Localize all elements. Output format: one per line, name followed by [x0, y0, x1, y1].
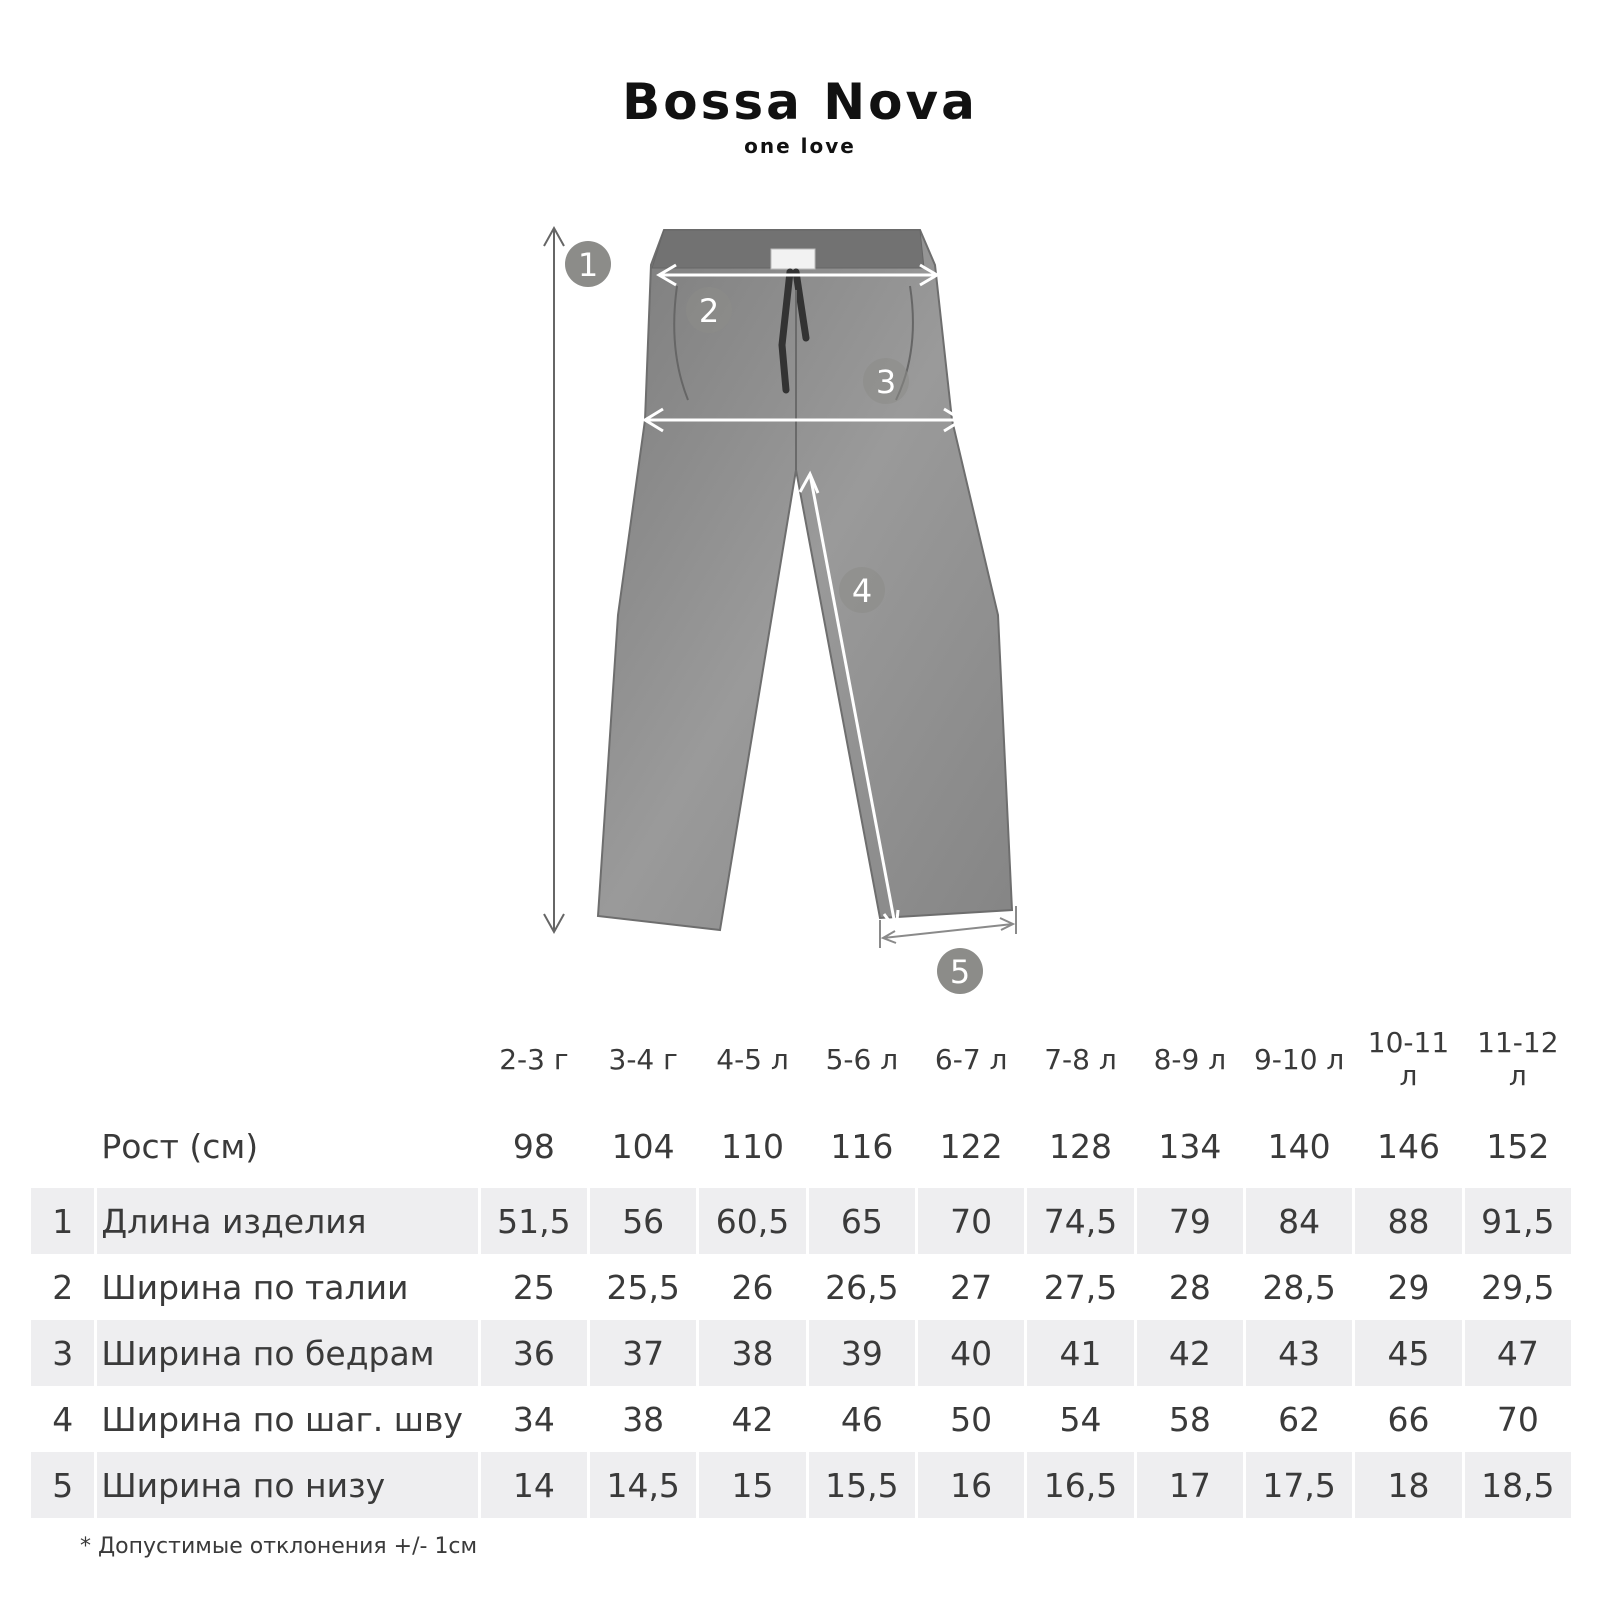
marker-badge-4 — [839, 567, 885, 613]
measurement-row-waist — [31, 1254, 1571, 1320]
table-cell: 54 — [1059, 1399, 1102, 1439]
size-header: 6-7 л — [934, 1042, 1008, 1076]
table-cell: 66 — [1387, 1399, 1430, 1439]
table-cell: 14 — [481, 1452, 587, 1518]
table-cell: 88 — [1355, 1188, 1461, 1254]
size-header: 8-9 л — [1153, 1042, 1227, 1076]
marker-badge-1 — [565, 241, 611, 287]
size-header: 7-8 л — [1044, 1042, 1117, 1076]
table-cell: 25 — [512, 1267, 555, 1307]
table-cell: 38 — [699, 1320, 805, 1386]
table-cell: 98 — [512, 1126, 555, 1166]
tolerance-note: * Допустимые отклонения +/- 1см — [80, 1534, 478, 1559]
height-row — [31, 1092, 1571, 1188]
size-chart-table — [28, 1026, 1574, 1518]
size-header: 11-12 л — [1477, 1026, 1559, 1092]
marker-badge-2 — [686, 287, 732, 333]
row-label: Ширина по талии — [101, 1267, 409, 1307]
size-header: 2-3 г — [499, 1042, 569, 1076]
size-header: 9-10 л — [1253, 1042, 1345, 1076]
table-cell: 51,5 — [481, 1188, 587, 1254]
table-cell: 29,5 — [1481, 1267, 1555, 1307]
table-cell: 16,5 — [1027, 1452, 1133, 1518]
table-cell: 28 — [1168, 1267, 1211, 1307]
table-cell: 46 — [840, 1399, 883, 1439]
brand-tagline: one love — [744, 134, 856, 158]
table-cell: 17,5 — [1246, 1452, 1352, 1518]
table-cell: 84 — [1246, 1188, 1352, 1254]
row-number: 3 — [31, 1320, 94, 1386]
table-cell: 70 — [918, 1188, 1024, 1254]
table-cell: 39 — [809, 1320, 915, 1386]
marker-badge-3 — [863, 358, 909, 404]
measurement-row-hips — [31, 1320, 1571, 1386]
table-cell: 41 — [1027, 1320, 1133, 1386]
table-cell: 116 — [830, 1126, 894, 1166]
table-cell: 62 — [1278, 1399, 1321, 1439]
pants-image — [598, 230, 1012, 930]
table-cell: 34 — [512, 1399, 555, 1439]
row-number: 1 — [31, 1188, 94, 1254]
table-cell: 18,5 — [1465, 1452, 1571, 1518]
table-cell: 122 — [939, 1126, 1003, 1166]
table-cell: 70 — [1496, 1399, 1539, 1439]
row-label: Длина изделия — [97, 1188, 477, 1254]
table-cell: 27 — [950, 1267, 993, 1307]
table-cell: 42 — [1137, 1320, 1243, 1386]
table-cell: 146 — [1376, 1126, 1440, 1166]
table-cell: 43 — [1246, 1320, 1352, 1386]
table-cell: 45 — [1355, 1320, 1461, 1386]
table-cell: 26,5 — [825, 1267, 899, 1307]
row-label: Ширина по бедрам — [97, 1320, 477, 1386]
table-cell: 38 — [622, 1399, 665, 1439]
row-label: Рост (см) — [101, 1126, 259, 1166]
table-cell: 15,5 — [809, 1452, 915, 1518]
table-cell: 14,5 — [590, 1452, 696, 1518]
table-cell: 50 — [950, 1399, 993, 1439]
table-cell: 16 — [918, 1452, 1024, 1518]
table-cell: 15 — [699, 1452, 805, 1518]
row-number: 4 — [52, 1399, 74, 1439]
row-label: Ширина по низу — [97, 1452, 477, 1518]
table-cell: 74,5 — [1027, 1188, 1133, 1254]
table-cell: 47 — [1465, 1320, 1571, 1386]
table-cell: 17 — [1137, 1452, 1243, 1518]
table-cell: 40 — [918, 1320, 1024, 1386]
measurement-row-length — [31, 1188, 1571, 1254]
table-cell: 128 — [1049, 1126, 1112, 1166]
measurement-row-hem — [31, 1452, 1571, 1518]
row-number: 5 — [31, 1452, 94, 1518]
table-cell: 104 — [611, 1126, 675, 1166]
table-cell: 79 — [1137, 1188, 1243, 1254]
svg-text:4: 4 — [851, 572, 873, 610]
table-cell: 56 — [590, 1188, 696, 1254]
table-cell: 25,5 — [606, 1267, 680, 1307]
table-cell: 91,5 — [1465, 1188, 1571, 1254]
table-cell: 60,5 — [699, 1188, 805, 1254]
table-cell: 140 — [1267, 1126, 1331, 1166]
brand-name: Bossa Nova — [622, 73, 978, 131]
table-cell: 18 — [1355, 1452, 1461, 1518]
size-header: 5-6 л — [825, 1042, 899, 1076]
table-cell: 27,5 — [1043, 1267, 1118, 1307]
table-cell: 65 — [809, 1188, 915, 1254]
table-cell: 29 — [1387, 1267, 1430, 1307]
row-number: 2 — [52, 1267, 74, 1307]
table-cell: 152 — [1486, 1126, 1550, 1166]
table-cell: 36 — [481, 1320, 587, 1386]
size-header-row — [31, 1026, 1571, 1092]
measurement-row-inseam — [31, 1386, 1571, 1452]
table-cell: 28,5 — [1262, 1267, 1336, 1307]
svg-text:5: 5 — [949, 953, 971, 991]
svg-text:1: 1 — [577, 246, 599, 284]
table-cell: 42 — [731, 1399, 774, 1439]
svg-text:2: 2 — [698, 292, 720, 330]
size-header: 10-11 л — [1367, 1026, 1450, 1092]
table-cell: 37 — [590, 1320, 696, 1386]
size-header: 4-5 л — [716, 1042, 789, 1076]
table-cell: 110 — [721, 1126, 785, 1166]
row-label: Ширина по шаг. шву — [101, 1399, 463, 1439]
svg-text:3: 3 — [875, 363, 897, 401]
table-cell: 134 — [1158, 1126, 1222, 1166]
marker-badge-5 — [937, 948, 983, 994]
size-header: 3-4 г — [608, 1042, 678, 1076]
table-cell: 58 — [1168, 1399, 1211, 1439]
table-cell: 26 — [731, 1267, 774, 1307]
